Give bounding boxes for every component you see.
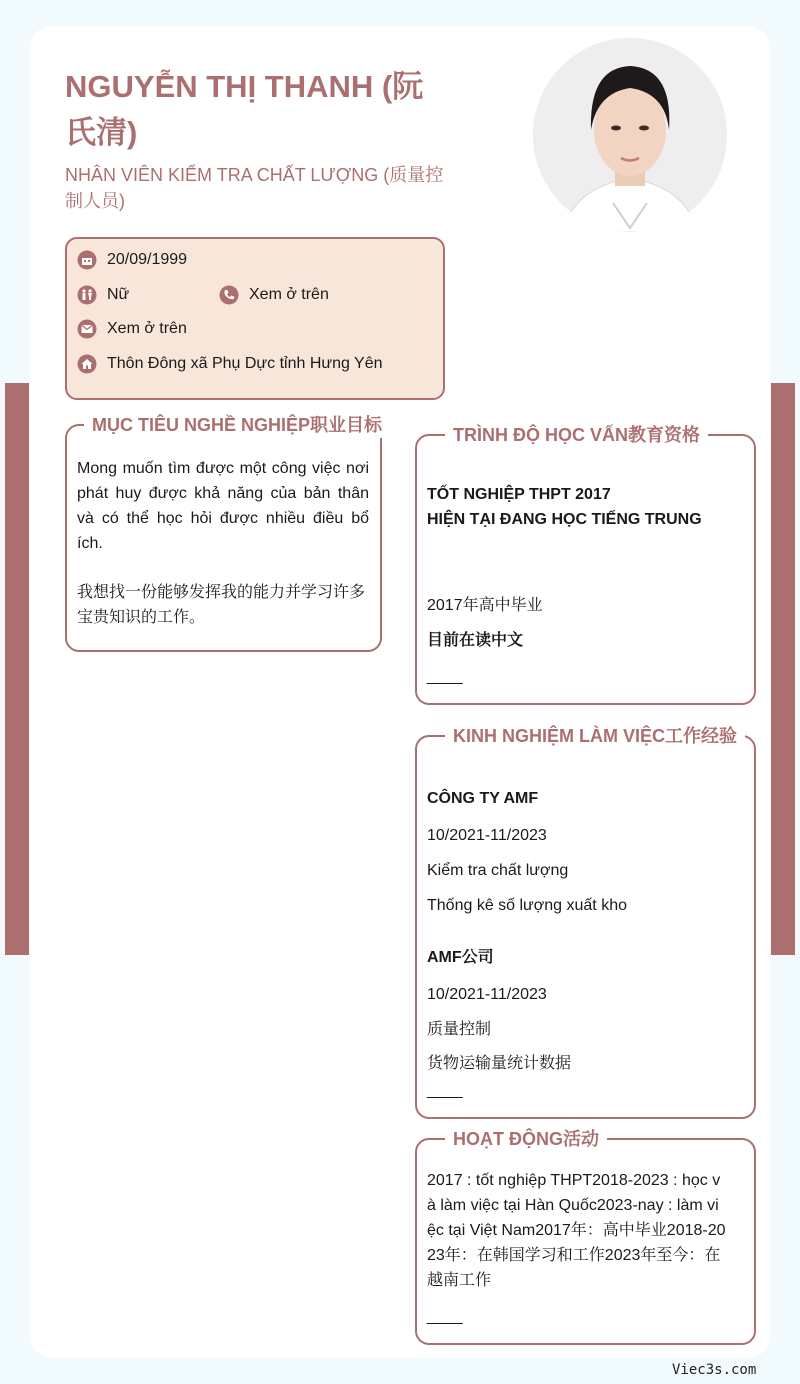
candidate-position: NHÂN VIÊN KIỂM TRA CHẤT LƯỢNG (质量控制人员) <box>65 165 444 211</box>
address-row <box>77 354 383 374</box>
education-line-1: TỐT NGHIỆP THPT 2017 <box>427 486 611 503</box>
experience-task-2a: 质量控制 <box>427 1021 492 1038</box>
footer-brand: Viec3s.com <box>672 1362 757 1378</box>
birthday-row <box>77 250 187 270</box>
email-icon <box>77 319 97 339</box>
phone-row <box>219 285 329 305</box>
education-title: TRÌNH ĐỘ HỌC VẤN教育资格 <box>445 422 708 448</box>
candidate-name: NGUYỄN THỊ THANH (阮氏清) <box>65 69 424 150</box>
calendar-icon <box>77 250 97 270</box>
decorative-band-right <box>771 383 795 955</box>
experience-task-1b: Thống kê số lượng xuất kho <box>427 897 627 914</box>
education-line-4: 目前在读中文 <box>427 632 524 649</box>
address-text: Thôn Đông xã Phụ Dực tỉnh Hưng Yên <box>107 355 383 372</box>
phone-text: Xem ở trên <box>249 286 329 303</box>
phone-icon <box>219 285 239 305</box>
activities-title: HOẠT ĐỘNG活动 <box>445 1126 607 1152</box>
email-text: Xem ở trên <box>107 320 187 337</box>
gender-icon <box>77 285 97 305</box>
education-line-3: 2017年高中毕业 <box>427 597 543 614</box>
experience-task-2b: 货物运输量统计数据 <box>427 1055 572 1072</box>
education-section <box>415 425 756 705</box>
experience-company-2: AMF公司 <box>427 949 494 966</box>
experience-task-1a: Kiểm tra chất lượng <box>427 862 569 879</box>
objective-title: MỤC TIÊU NGHỀ NGHIỆP职业目标 <box>84 412 390 438</box>
experience-period-1: 10/2021-11/2023 <box>427 827 547 844</box>
gender-row <box>77 285 129 305</box>
email-row <box>77 319 187 339</box>
experience-period-2: 10/2021-11/2023 <box>427 986 547 1003</box>
experience-divider: ____ <box>427 1082 463 1099</box>
objective-text-zh: 我想找一份能够发挥我的能力并学习许多宝贵知识的工作。 <box>77 584 366 626</box>
experience-company-1: CÔNG TY AMF <box>427 790 539 807</box>
activities-text: 2017 : tốt nghiệp THPT2018-2023 : học và làm việc tại Hàn Quốc2023-nay : làm việc tại Việt Nam2017年：高中毕业2018-2023年：在韩国学习和工作2023年至今：在越南工作 <box>427 1172 726 1289</box>
gender-text: Nữ <box>107 286 130 303</box>
activities-divider: ____ <box>427 1308 463 1325</box>
decorative-band-left <box>5 383 29 955</box>
home-icon <box>77 354 97 374</box>
profile-photo <box>533 38 727 232</box>
objective-text-vi: Mong muốn tìm được một công việc nơi phát huy được khả năng của bản thân và có thể học hỏi được nhiều điều bổ ích. <box>77 460 369 552</box>
birthday-text: 20/09/1999 <box>107 251 188 268</box>
experience-title: KINH NGHIỆM LÀM VIỆC工作经验 <box>445 723 745 749</box>
education-line-2: HIỆN TẠI ĐANG HỌC TIẾNG TRUNG <box>427 511 702 528</box>
education-divider: ____ <box>427 668 463 685</box>
